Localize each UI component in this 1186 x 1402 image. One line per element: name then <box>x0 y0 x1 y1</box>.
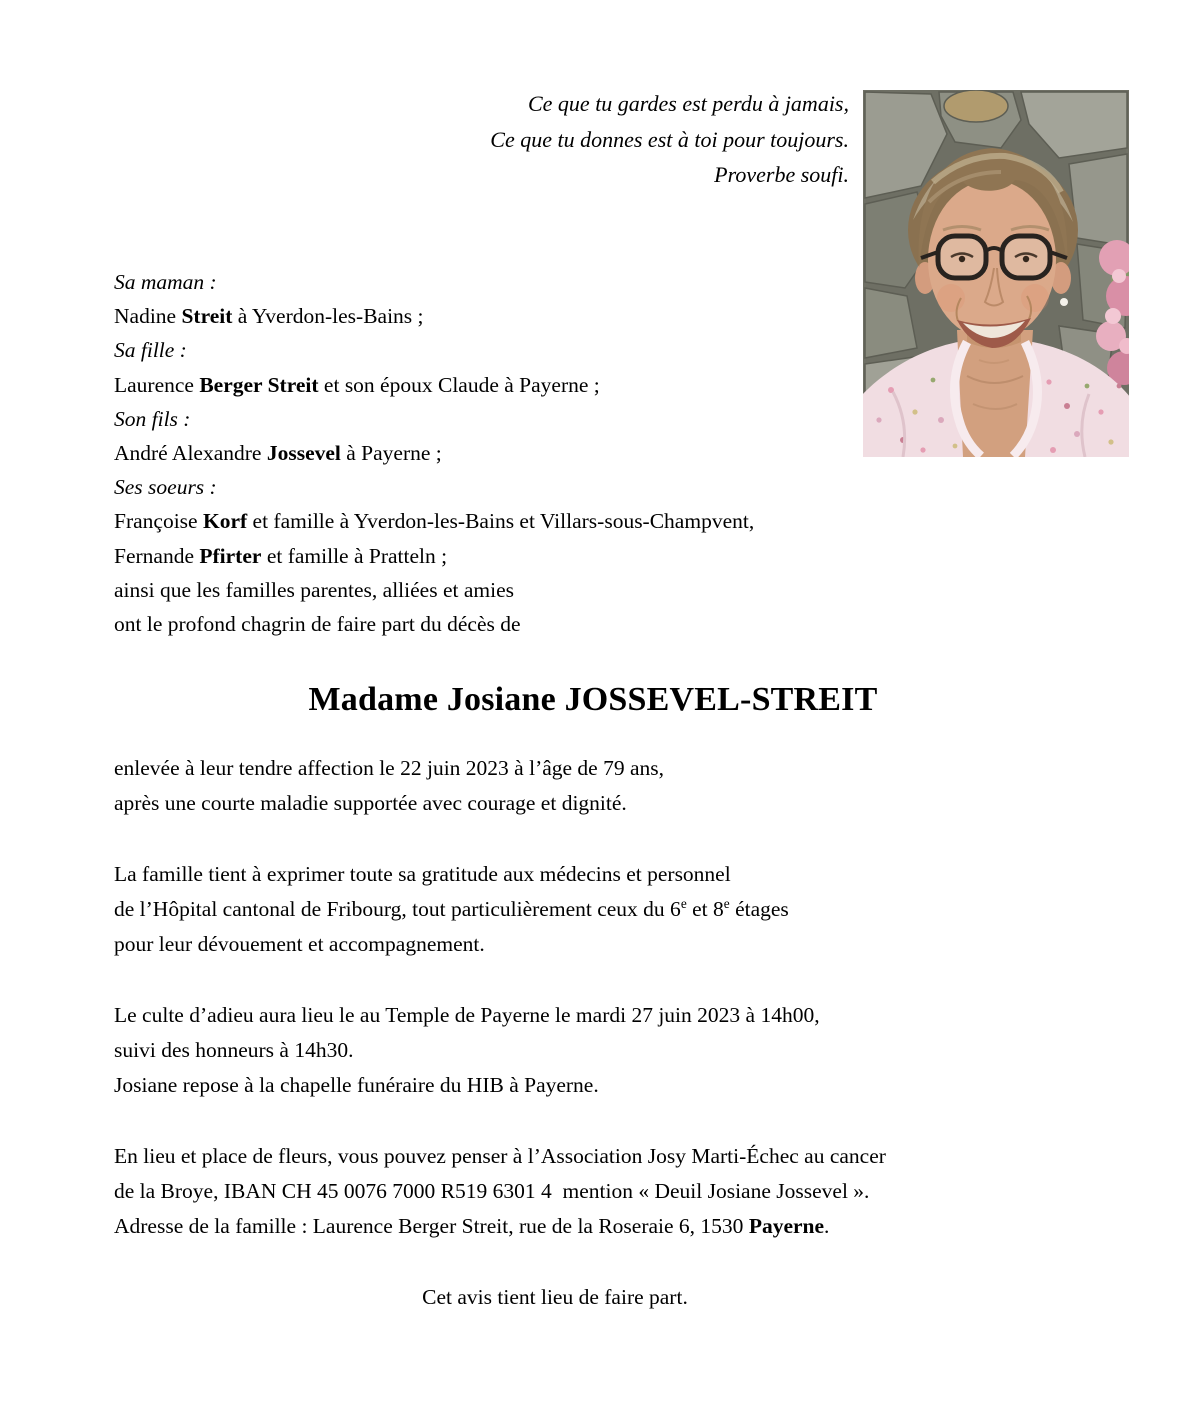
family-line-maman: Nadine Streit à Yverdon-les-Bains ; <box>114 304 424 329</box>
pearl-earring <box>1060 298 1068 306</box>
family-line-fils: André Alexandre Jossevel à Payerne ; <box>114 441 442 466</box>
family-line-fils-label: Son fils : <box>114 406 191 431</box>
quote-attribution: Proverbe soufi. <box>714 162 849 187</box>
family-announcement <box>114 265 1014 641</box>
paragraph-deces <box>114 751 1080 821</box>
body-line: de l’Hôpital cantonal de Fribourg, tout particulièrement ceux du 6e et 8e étages <box>114 895 789 921</box>
body-line: Josiane repose à la chapelle funéraire du HIB à Payerne. <box>114 1073 599 1097</box>
body-text <box>114 751 1080 1315</box>
body-line: pour leur dévouement et accompagnement. <box>114 932 485 956</box>
body-line: après une courte maladie supportée avec courage et dignité. <box>114 791 627 815</box>
body-line: suivi des honneurs à 14h30. <box>114 1038 354 1062</box>
family-line-fille: Laurence Berger Streit et son époux Claude à Payerne ; <box>114 372 600 397</box>
quote-block <box>490 86 849 193</box>
body-line: En lieu et place de fleurs, vous pouvez penser à l’Association Josy Marti-Échec au cancer <box>114 1144 886 1168</box>
deceased-name-title: Madame Josiane JOSSEVEL-STREIT <box>308 681 878 718</box>
family-line-maman-label: Sa maman : <box>114 270 217 294</box>
family-line-soeur-1: Françoise Korf et famille à Yverdon-les-Bains et Villars-sous-Champvent, <box>114 509 755 534</box>
family-line-chagrin: ont le profond chagrin de faire part du décès de <box>114 612 521 637</box>
paragraph-dons-adresse <box>114 1139 1080 1244</box>
body-line: enlevée à leur tendre affection le 22 juin 2023 à l’âge de 79 ans, <box>114 756 665 780</box>
paragraph-culte <box>114 998 1080 1103</box>
body-line: Adresse de la famille : Laurence Berger Streit, rue de la Roseraie 6, 1530 Payerne. <box>114 1214 830 1238</box>
family-line-familles: ainsi que les familles parentes, alliées et amies <box>114 577 514 602</box>
paragraph-gratitude <box>114 857 1080 962</box>
family-line-soeur-2: Fernande Pfirter et famille à Pratteln ; <box>114 543 448 568</box>
footer-note: Cet avis tient lieu de faire part. <box>422 1285 688 1309</box>
quote-line-1: Ce que tu gardes est perdu à jamais, <box>527 91 849 116</box>
body-line: Le culte d’adieu aura lieu le au Temple de Payerne le mardi 27 juin 2023 à 14h00, <box>114 1003 820 1027</box>
family-line-soeurs-label: Ses soeurs : <box>114 475 217 500</box>
body-line: La famille tient à exprimer toute sa gratitude aux médecins et personnel <box>114 862 731 886</box>
quote-line-2: Ce que tu donnes est à toi pour toujours. <box>490 126 849 152</box>
body-line: de la Broye, IBAN CH 45 0076 7000 R519 6301 4 mention « Deuil Josiane Jossevel ». <box>114 1179 870 1203</box>
family-line-fille-label: Sa fille : <box>114 338 187 363</box>
